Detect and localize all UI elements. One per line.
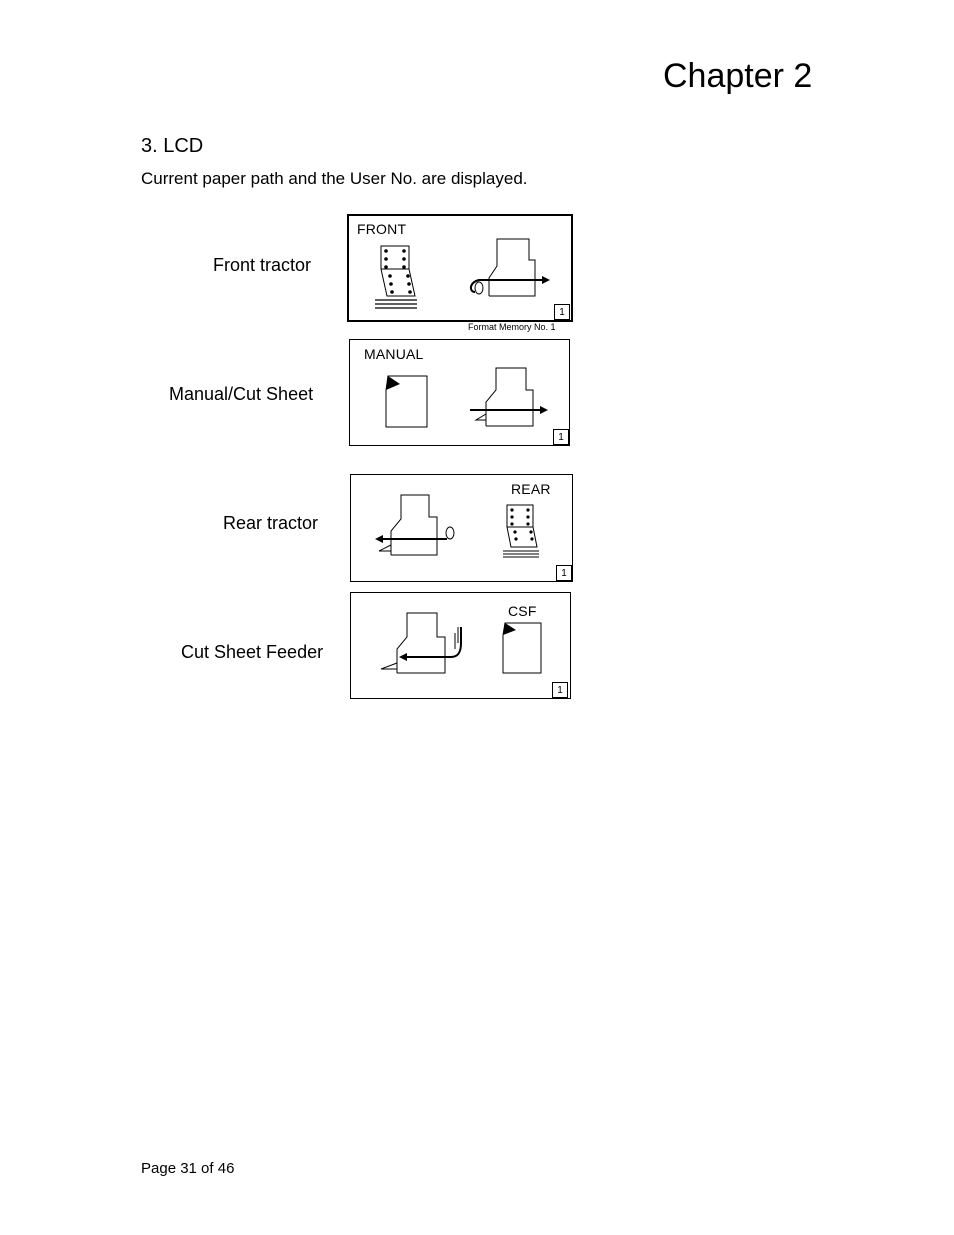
lcd-panel-manual xyxy=(349,339,570,446)
cut-sheet-icon xyxy=(503,623,541,673)
paper-feed-arrow-icon xyxy=(399,627,461,661)
mode-label-rear-tractor: Rear tractor xyxy=(223,513,319,533)
lcd-title-rear: REAR xyxy=(511,481,551,497)
rear-tractor-diagram xyxy=(351,475,572,581)
page-footer: Page 31 of 46 xyxy=(141,1160,235,1177)
printer-icon xyxy=(476,368,533,426)
manual-feed-diagram xyxy=(350,340,569,445)
paper-feed-arrow-icon xyxy=(471,276,550,294)
lcd-panel-csf xyxy=(350,592,571,699)
mode-label-manual: Manual/Cut Sheet xyxy=(169,384,314,404)
user-number-box: 1 xyxy=(552,682,568,698)
printer-icon xyxy=(379,495,437,555)
user-number-box: 1 xyxy=(553,429,569,445)
intro-text: Current paper path and the User No. are displayed. xyxy=(141,169,528,188)
front-tractor-diagram xyxy=(349,216,571,320)
printer-icon xyxy=(489,239,535,296)
lcd-title-front: FRONT xyxy=(357,221,407,237)
cut-sheet-icon xyxy=(386,376,427,427)
paper-feed-arrow-icon xyxy=(375,527,454,543)
lcd-title-manual: MANUAL xyxy=(364,346,424,362)
printer-icon xyxy=(381,613,445,673)
lcd-panel-front xyxy=(347,214,573,322)
paper-feed-arrow-icon xyxy=(470,406,548,414)
lcd-panel-rear xyxy=(350,474,573,582)
chapter-title: Chapter 2 xyxy=(663,57,813,95)
section-heading: 3. LCD xyxy=(141,135,204,157)
lcd-title-csf: CSF xyxy=(508,603,537,619)
tractor-paper-icon xyxy=(381,246,415,296)
csf-diagram xyxy=(351,593,570,698)
format-memory-caption: Format Memory No. 1 xyxy=(468,322,556,332)
mode-label-csf: Cut Sheet Feeder xyxy=(181,642,324,662)
mode-label-front-tractor: Front tractor xyxy=(213,255,312,275)
user-number-box: 1 xyxy=(556,565,572,581)
user-number-box: 1 xyxy=(554,304,570,320)
